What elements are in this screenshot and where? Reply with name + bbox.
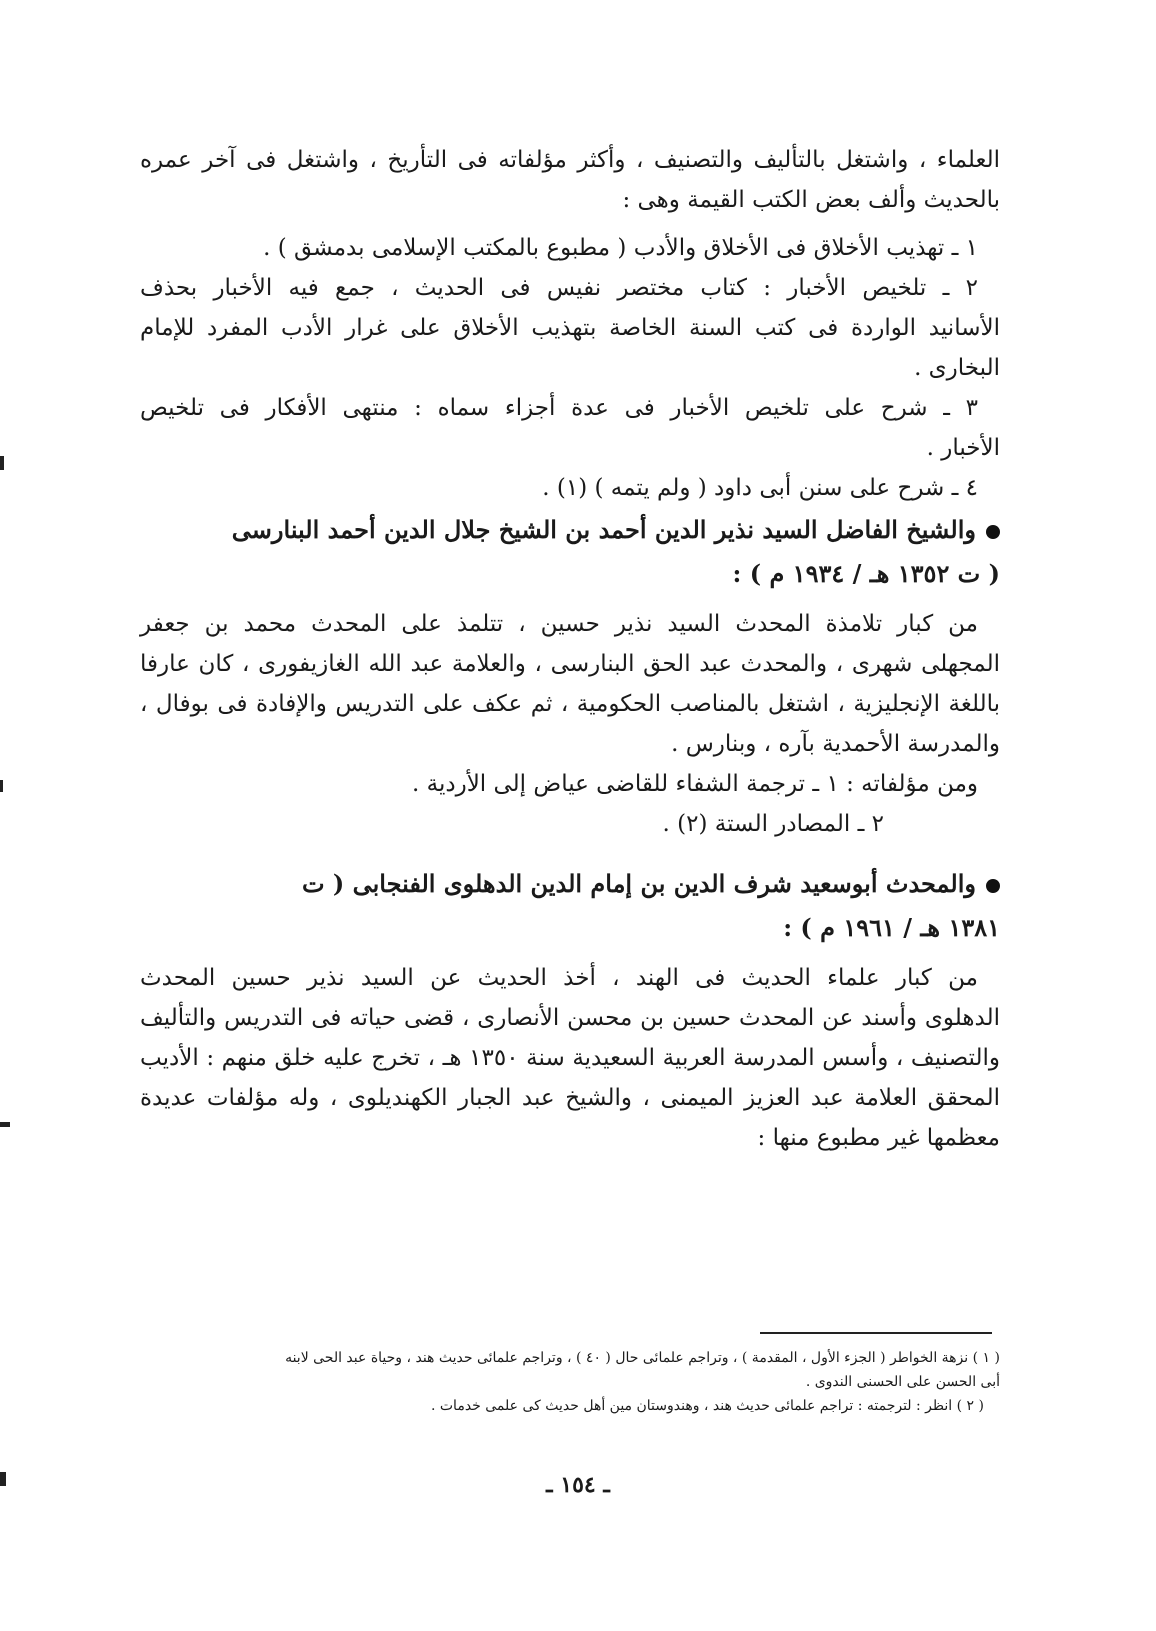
section-2-works-line-2: ٢ ـ المصادر الستة (٢) . bbox=[662, 811, 884, 837]
scan-edge-mark bbox=[0, 1472, 6, 1486]
work-item-3-line-1: ٣ ـ شرح على تلخيص الأخبار فى عدة أجزاء سماه : منتهى الأفكار فى تلخيص bbox=[140, 395, 978, 421]
section-3-heading-text: والمحدث أبوسعيد شرف الدين بن إمام الدين الدهلوى الفنجابى ( ت bbox=[301, 869, 976, 898]
section-3-heading bbox=[140, 862, 1000, 906]
section-2-heading-text: والشيخ الفاضل السيد نذير الدين أحمد بن الشيخ جلال الدين أحمد البنارسى bbox=[231, 515, 976, 544]
work-item-1: ١ ـ تهذيب الأخلاق فى الأخلاق والأدب ( مطبوع بالمكتب الإسلامى بدمشق ) . bbox=[263, 235, 978, 261]
section-3-para-line-2: الدهلوى وأسند عن المحدث حسين بن محسن الأنصارى ، قضى حياته فى التدريس والتأليف bbox=[140, 1005, 1000, 1031]
scan-edge-mark bbox=[0, 780, 3, 792]
footnote-1-line-1: ( ١ ) نزهة الخواطر ( الجزء الأول ، المقدمة ) ، وتراجم علمائى حال ( ٤٠ ) ، وتراجم علمائى حديث هند ، وحياة عبد الحى لابنه bbox=[285, 1350, 1000, 1366]
section-2-para-line-4: والمدرسة الأحمدية بآره ، وبنارس . bbox=[671, 731, 1000, 757]
bullet-icon bbox=[986, 525, 1000, 539]
page-body bbox=[140, 140, 1000, 1158]
footnote-2: ( ٢ ) انظر : لترجمته : تراجم علمائى حديث هند ، وهندوستان مين أهل حديث كى علمى خدمات . bbox=[430, 1398, 984, 1414]
work-item-2-line-2: الأسانيد الواردة فى كتب السنة الخاصة بتهذيب الأخلاق على غرار الأدب المفرد للإمام bbox=[140, 315, 1000, 341]
page-number: ـ ١٥٤ ـ bbox=[546, 1472, 610, 1498]
section-2-para-line-3: باللغة الإنجليزية ، اشتغل بالمناصب الحكومية ، ثم عكف على التدريس والإفادة فى بوفال ، bbox=[140, 691, 1000, 717]
section-2-works-line-1: ومن مؤلفاته : ١ ـ ترجمة الشفاء للقاضى عياض إلى الأردية . bbox=[411, 771, 978, 797]
section-2-heading-dates: ( ت ١٣٥٢ هـ / ١٩٣٤ م ) : bbox=[732, 559, 1000, 588]
scan-edge-mark bbox=[0, 456, 4, 470]
work-item-4: ٤ ـ شرح على سنن أبى داود ( ولم يتمه ) (١) . bbox=[542, 475, 978, 501]
section-3-heading-dates: ١٣٨١ هـ / ١٩٦١ م ) : bbox=[783, 913, 1000, 942]
section-2-para-line-1: من كبار تلامذة المحدث السيد نذير حسين ، تتلمذ على المحدث محمد بن جعفر bbox=[140, 611, 978, 637]
intro-line-2: بالحديث وألف بعض الكتب القيمة وهى : bbox=[622, 187, 1000, 213]
footnote-divider bbox=[760, 1332, 992, 1334]
scan-edge-mark bbox=[0, 1122, 10, 1127]
bullet-icon bbox=[986, 879, 1000, 893]
work-item-3-line-2: الأخبار . bbox=[926, 435, 1000, 461]
section-3-para-line-1: من كبار علماء الحديث فى الهند ، أخذ الحديث عن السيد نذير حسين المحدث bbox=[140, 965, 978, 991]
section-3-para-line-3: والتصنيف ، وأسس المدرسة العربية السعيدية سنة ١٣٥٠ هـ ، تخرج عليه خلق منهم : الأديب bbox=[140, 1045, 1001, 1071]
footnote-1-line-2: أبى الحسن على الحسنى الندوى . bbox=[805, 1374, 1000, 1390]
section-3-para-line-4: المحقق العلامة عبد العزيز الميمنى ، والشيخ عبد الجبار الكهنديلوى ، وله مؤلفات عديدة bbox=[140, 1085, 1000, 1111]
footnotes bbox=[140, 1346, 1000, 1418]
section-3-para-line-5: معظمها غير مطبوع منها : bbox=[757, 1125, 1000, 1151]
work-item-2-line-1: ٢ ـ تلخيص الأخبار : كتاب مختصر نفيس فى الحديث ، جمع فيه الأخبار بحذف bbox=[140, 275, 978, 301]
section-2-heading bbox=[140, 508, 1000, 552]
work-item-2-line-3: البخارى . bbox=[914, 355, 1000, 381]
intro-line-1: العلماء ، واشتغل بالتأليف والتصنيف ، وأكثر مؤلفاته فى التأريخ ، واشتغل فى آخر عمره bbox=[140, 147, 1000, 173]
section-2-para-line-2: المجهلى شهرى ، والمحدث عبد الحق البنارسى ، والعلامة عبد الله الغازيفورى ، كان عارفا bbox=[140, 651, 1000, 677]
